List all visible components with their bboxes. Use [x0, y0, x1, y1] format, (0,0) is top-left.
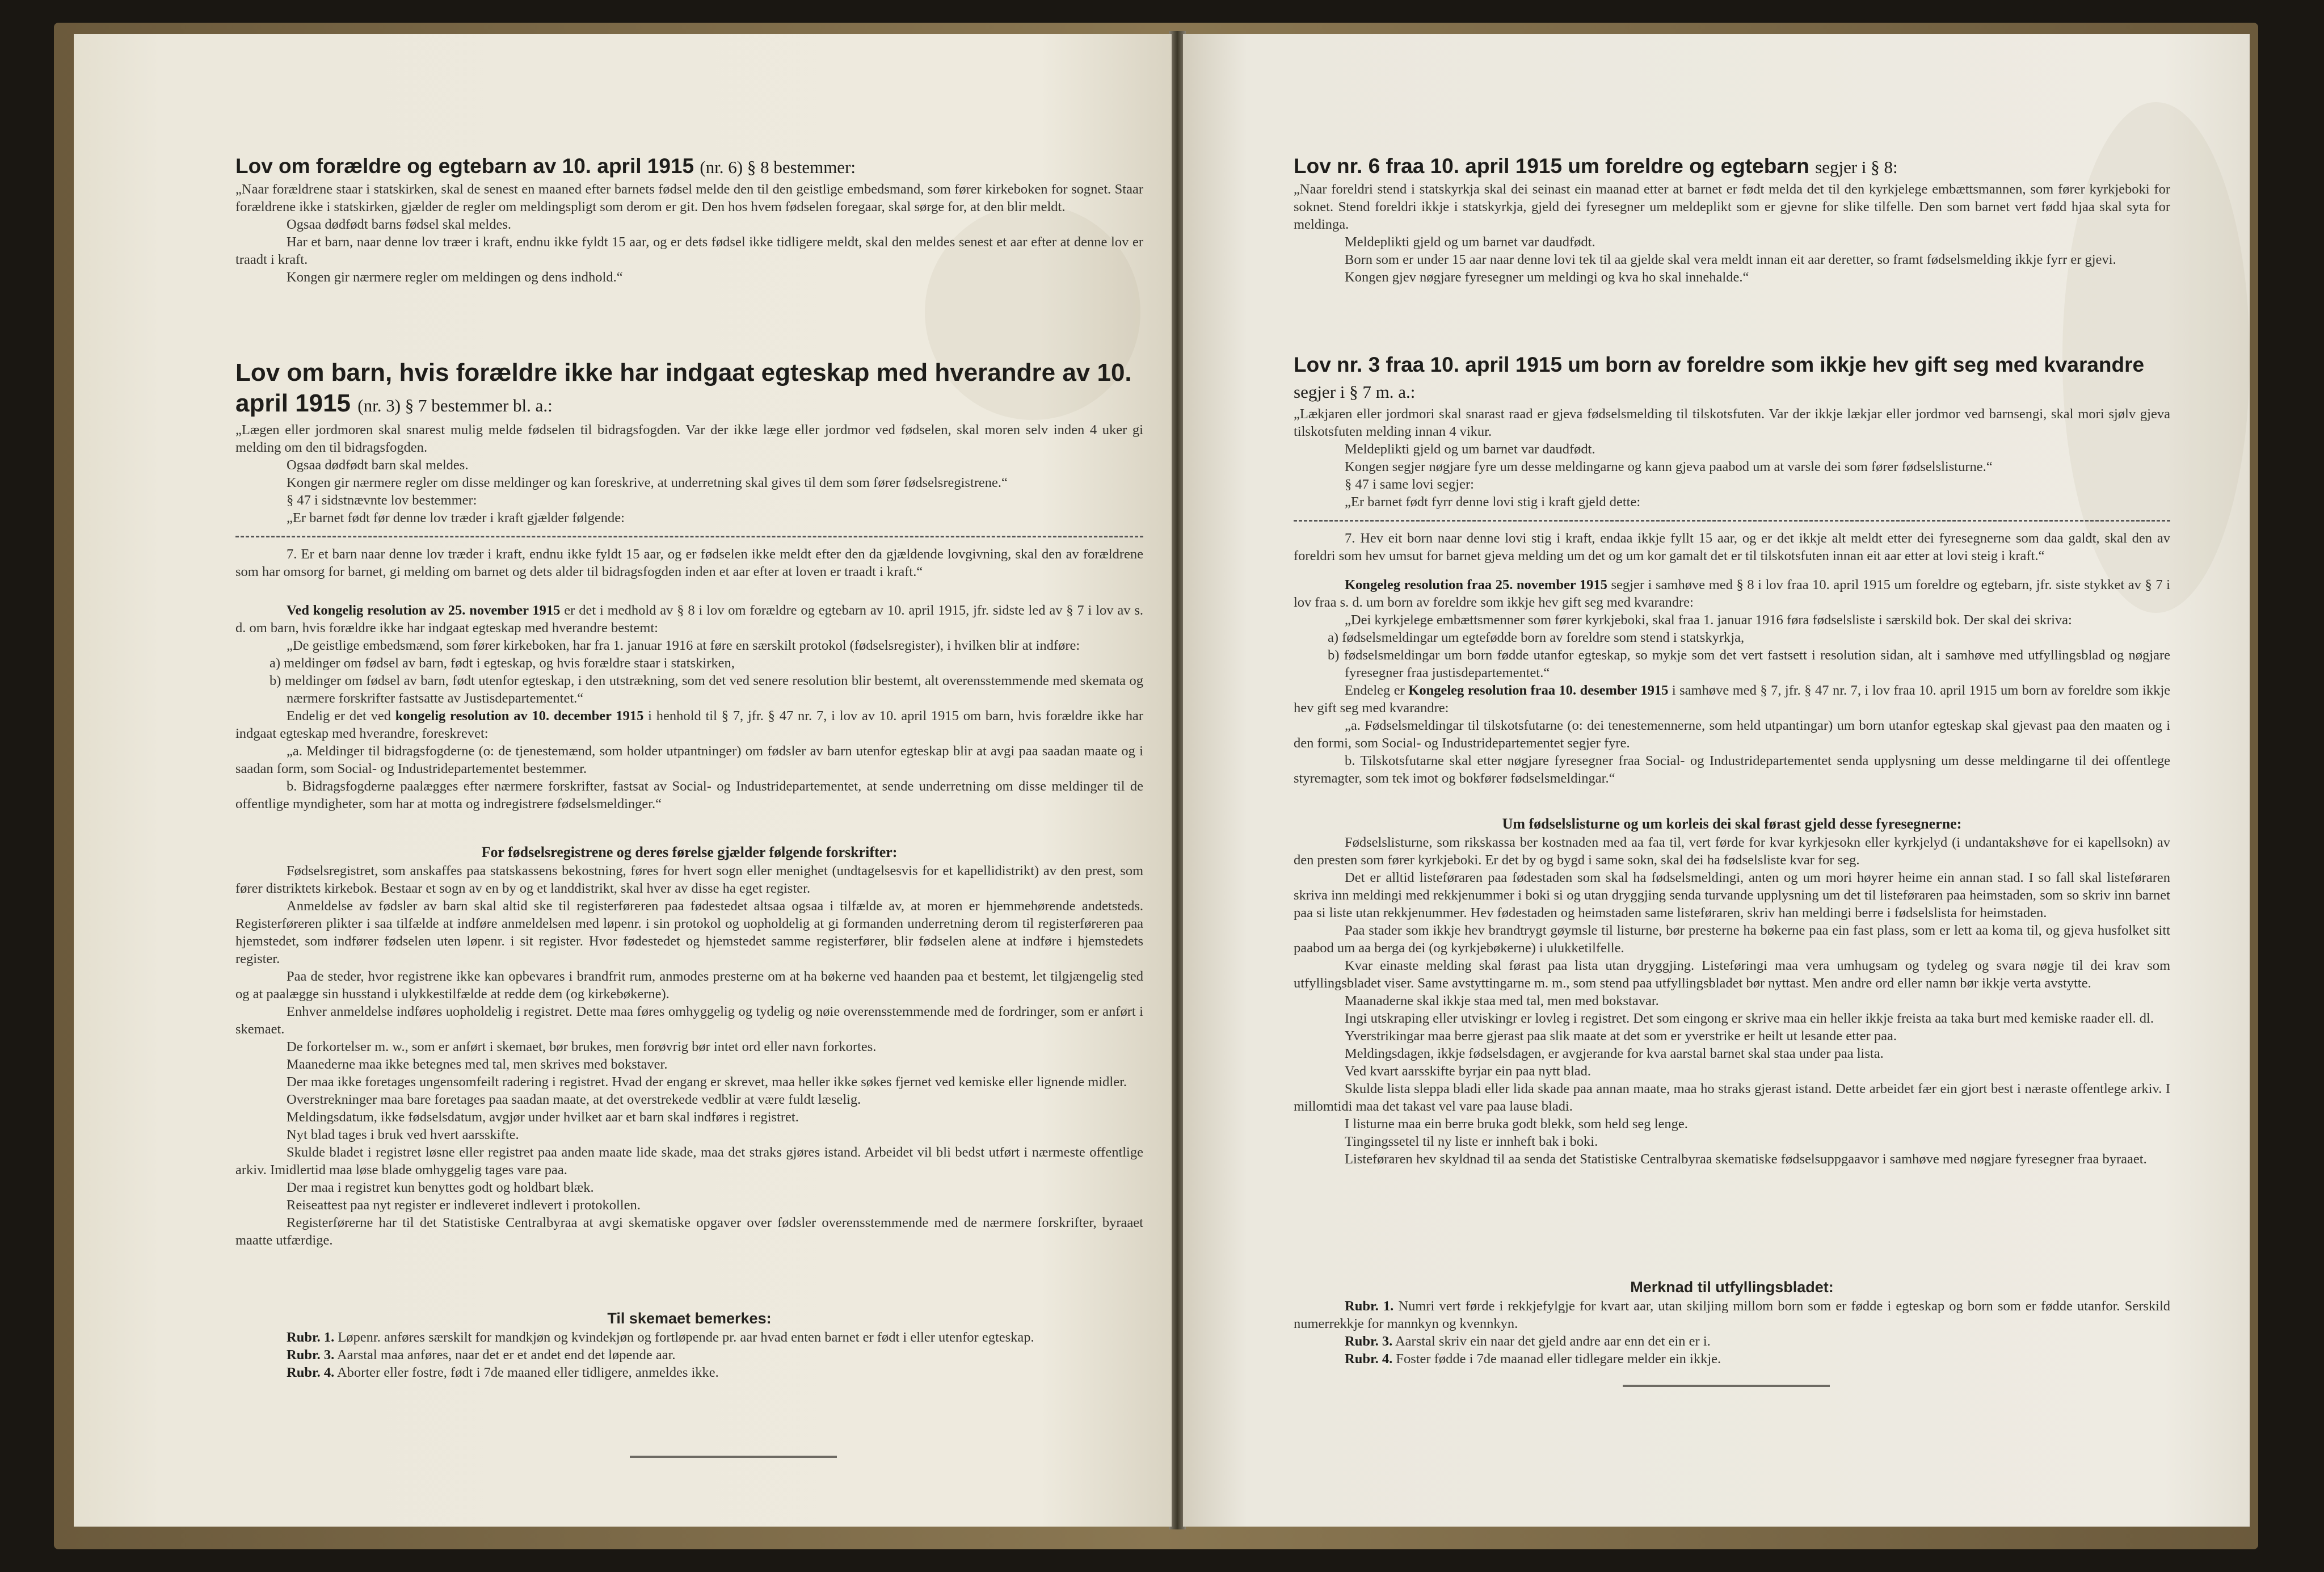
right-s4-paragraph: Meldingsdagen, ikkje fødselsdagen, er avgjerande for kva aarstal barnet skal staa under paa lista. — [1345, 1046, 1884, 1061]
right-s4-paragraph: Listeføraren hev skyldnad til aa senda det Statistiske Centralbyraa skematiske fødselsuppgaavor i samhøve med nøgjare fyresegner fraa byraaet. — [1345, 1151, 2147, 1167]
right-s2-heading: Lov nr. 3 fraa 10. april 1915 um born av foreldre som ikkje hev gift seg med kvarandre segjer i § 7 m. a.: — [1294, 353, 2145, 402]
end-rule — [1623, 1385, 1830, 1387]
left-s4-paragraph: Meldingsdatum, ikke fødselsdatum, avgjør under hvilket aar et barn skal indføres i registret. — [287, 1109, 799, 1125]
right-s4-paragraph: Yverstrikingar maa berre gjerast paa slik maate at det som er yverstrike er heilt ut lesande etter paa. — [1345, 1028, 1897, 1044]
right-s4-paragraph: Kvar einaste melding skal førast paa lista utan dryggjing. Listeføringi maa vera umhugsam og tydeleg og svara nøgje til dei krav som utfyllingsbladet viser. Same avstyttingarne m. m., som stend paa utfyllingsbladet bør nyttast. Men andre ord eller namn bør ikkje verta avstytte. — [1294, 958, 2170, 991]
right-s5-rubric: Rubr. 1. Numri vert førde i rekkjefylgje for kvart aar, utan skiljing millom born som er fødde i egteskap og born som er fødde utanfor. Serskild numerrekkje for mannkyn og kvennkyn. — [1294, 1298, 2170, 1331]
left-s1-paragraph: Har et barn, naar denne lov træer i kraft, endnu ikke fyldt 15 aar, og er dets fødsel ikke tidligere meldt, skal den meldes senest et aar efter at denne lov er traadt i kraft. — [235, 234, 1143, 267]
left-s2-paragraph: 7. Er et barn naar denne lov træder i kraft, endnu ikke fyldt 15 aar, og er fødselen ikke meldt efter den da gjældende lovgivning, skal den av forældrene som har omsorg for barnet, gi melding om barnet og dets alder til bidragsfogden inden et aar efter at loven er traadt i kraft.“ — [235, 547, 1143, 579]
right-s2-paragraph: § 47 i same lovi segjer: — [1345, 477, 1474, 492]
right-s3-paragraph: b. Tilskotsfutarne skal etter nøgjare fyresegner fraa Social- og Industridepartementet senda upplysning um desse meldingarne til dei offentlege styremagter, som tek imot og bokfører fødselsmeldingar.“ — [1294, 753, 2170, 786]
dashed-separator — [235, 536, 1143, 537]
left-s3-paragraph: Endelig er det ved kongelig resolution av 10. december 1915 i henhold til § 7, jfr. § 47 nr. 7, i lov av 10. april 1915 om barn, hvis forældre ikke har indgaat egteskap med hverandre, foreskrevet: — [235, 708, 1144, 741]
left-s4-paragraph: Nyt blad tages i bruk ved hvert aarsskifte. — [287, 1127, 519, 1142]
left-s5-rubric: Rubr. 4. Aborter eller fostre, født i 7de maaned eller tidligere, anmeldes ikke. — [287, 1365, 719, 1380]
right-section-1 — [1294, 153, 2170, 286]
left-s2-paragraph: Kongen gir nærmere regler om disse meldinger og kan foreskrive, at underretning skal gives til dem som fører fødselsregistrene.“ — [287, 475, 1008, 490]
right-s2-paragraph: „Er barnet født fyrr denne lovi stig i kraft gjeld dette: — [1345, 494, 1641, 510]
left-section-5 — [235, 1308, 1143, 1381]
left-s2-heading: Lov om barn, hvis forældre ikke har indgaat egteskap med hverandre av 10. april 1915 (nr. 3) § 7 bestemmer bl. a.: — [235, 359, 1132, 417]
left-s1-paragraph: „Naar forældrene staar i statskirken, skal de senest en maaned efter barnets fødsel melde den til den geistlige embedsmand, som fører kirkeboken for sognet. Staar forældrene ikke i statskirken, gjælder de regler om meldingspligt som derom er git. Den hos hvem fødselen foregaar, skal sørge for, at den blir meldt. — [235, 182, 1143, 215]
right-section-5 — [1294, 1277, 2170, 1368]
right-section-2 — [1294, 352, 2170, 565]
right-section-4 — [1294, 814, 2170, 1168]
left-section-1 — [235, 153, 1143, 286]
left-s3-paragraph: „a. Meldinger til bidragsfogderne (o: de tjenestemænd, som holder utpantninger) om fødsler av barn utenfor egteskap blir at avgi paa saadan maate og i saadan form, som Social- og Industridepartementet bestemmer. — [235, 743, 1143, 776]
right-s5-heading: Merknad til utfyllingsbladet: — [1630, 1279, 1834, 1296]
right-s5-rubric: Rubr. 4. Foster fødde i 7de maanad eller tidlegare melder ein ikkje. — [1345, 1351, 1721, 1367]
right-s3-paragraph: Kongeleg resolution fraa 25. november 1915 segjer i samhøve med § 8 i lov fraa 10. april 1915 um foreldre og egtebarn, jfr. siste stykket av § 7 i lov fraa s. d. um born av foreldre som ikkje hev gift seg med kvarandre: — [1294, 577, 2170, 610]
dashed-separator — [1294, 520, 2170, 522]
right-s4-paragraph: Det er alltid listeføraren paa fødestaden som skal ha fødselsmeldingi, anten og um mori høyrer heime ein annan stad. I so fall skal listeføraren skriva inn meldingi med rekkjenummer i boki si og utan dryggjing senda turvande upplysning um det til listeføraren paa heimstaden, som so skriv inn barnet paa si liste utan rekkjenummer. Hev fødestaden og heimstaden same listeføraren, skriv han meldingi berre i fødselslista for heimstaden. — [1294, 870, 2170, 920]
left-page — [74, 34, 1172, 1527]
left-s2-paragraph: § 47 i sidstnævnte lov bestemmer: — [287, 493, 477, 508]
right-s1-paragraph: Born som er under 15 aar naar denne lovi tek til aa gjelde skal vera meldt innan eit aar deretter, so framt fødselsmelding ikkje fyrr er gjevi. — [1345, 252, 2116, 267]
right-s4-paragraph: I listurne maa ein berre bruka godt blekk, som held seg lenge. — [1345, 1116, 1688, 1132]
right-s4-paragraph: Ved kvart aarsskifte byrjar ein paa nytt blad. — [1345, 1064, 1592, 1079]
right-s3-item-b: b) fødselsmeldingar um born fødde utanfor egteskap, so mykje som det vert fastsett i resolution sidan, alt i samhøve med utfyllingsblad og nøgjare fyresegner fraa justisdepartementet.“ — [1328, 648, 2170, 680]
left-s4-paragraph: Reiseattest paa nyt register er indleveret indlevert i protokollen. — [287, 1197, 641, 1213]
left-s2-paragraph: Ogsaa dødfødt barn skal meldes. — [287, 457, 469, 473]
left-s5-rubric: Rubr. 3. Aarstal maa anføres, naar det er et andet end det løpende aar. — [287, 1347, 676, 1363]
right-s3-paragraph: „a. Fødselsmeldingar til tilskotsfutarne (o: dei tenestemennerne, som held utpantingar) um born utanfor egteskap skal gjevast paa den maaten og i den formi, som Social- og Industridepartementet segjer fyre. — [1294, 718, 2170, 751]
left-section-2 — [235, 358, 1143, 581]
left-section-3 — [235, 602, 1143, 813]
right-s4-paragraph: Tingingssetel til ny liste er innheft bak i boki. — [1345, 1134, 1598, 1149]
left-s3-item-b: b) meldinger om fødsel av barn, født utenfor egteskap, i den utstrækning, som det ved senere resolution blir bestemt, alt overensstemmende med skemata og nærmere forskrifter fastsatte av Justisdepartementet.“ — [270, 673, 1143, 706]
left-s3-paragraph: Ved kongelig resolution av 25. november 1915 er det i medhold av § 8 i lov om forældre og egtebarn av 10. april 1915, jfr. sidste led av § 7 i lov av s. d. om barn, hvis forældre ikke har indgaat egteskap med hverandre bestemt: — [235, 603, 1144, 636]
left-s4-paragraph: Enhver anmeldelse indføres uopholdelig i registret. Dette maa føres omhyggelig og tydelig og nøie overensstemmende med de fordringer, som er anført i skemaet. — [235, 1004, 1143, 1037]
left-s4-heading: For fødselsregistrene og deres førelse gjælder følgende forskrifter: — [481, 844, 898, 860]
right-s4-paragraph: Ingi utskraping eller utviskingr er lovleg i registret. Det som eingong er skrive maa ein heller ikkje freista aa taka burt med kemiske raader ell. dl. — [1345, 1011, 2154, 1026]
right-s2-paragraph: Kongen segjer nøgjare fyre um desse meldingarne og kann gjeva paabod um at varsle dei som fører fødselslisturne.“ — [1345, 459, 1993, 474]
right-s4-heading: Um fødselslisturne og um korleis dei skal førast gjeld desse fyresegnerne: — [1502, 816, 1962, 832]
right-s4-paragraph: Fødselslisturne, som rikskassa ber kostnaden med aa faa til, vert førde for kvar kyrkjesokn eller kyrkjelyd (i undantakshøve for ei kapellsokn) av den presten som fører kyrkjeboki. Er det by og bygd i same sokn, skal dei ha fødselsliste kvar for seg. — [1294, 835, 2170, 868]
right-s1-heading: Lov nr. 6 fraa 10. april 1915 um foreldre og egtebarn segjer i § 8: — [1294, 154, 1898, 178]
right-s1-paragraph: „Naar foreldri stend i statskyrkja skal dei seinast ein maanad etter at barnet er født melda det til den kyrkjelege embættsmannen, som fører kyrkjeboki for soknet. Stend foreldri ikkje i statskyrkja, gjeld dei fyresegner um meldeplikt som er gjevne for slike tilfelle. Den som barnet vert fødd hjaa skal syta for meldinga. — [1294, 182, 2170, 232]
right-s4-paragraph: Maanaderne skal ikkje staa med tal, men med bokstavar. — [1345, 993, 1659, 1008]
right-s4-paragraph: Skulde lista sleppa bladi eller lida skade paa annan maate, maa ho straks gjerast istand. Dette arbeidet fær ein gjort best i næraste offentlege arkiv. I millomtidi maa det takast vel vare paa lause bladi. — [1294, 1081, 2170, 1114]
left-s5-heading: Til skemaet bemerkes: — [607, 1310, 772, 1327]
left-s4-paragraph: De forkortelser m. w., som er anført i skemaet, bør brukes, men forøvrig bør intet ord eller navn forkortes. — [287, 1039, 877, 1054]
left-s4-paragraph: Paa de steder, hvor registrene ikke kan opbevares i brandfrit rum, anmodes presterne om at ha bøkerne ved haanden paa et bestemt, let tilgjængelig sted og at paalægge sin husstand i ulykkestilfælde at redde dem (og kirkebøkerne). — [235, 969, 1143, 1002]
left-s4-paragraph: Der maa i registret kun benyttes godt og holdbart blæk. — [287, 1180, 594, 1195]
right-s1-paragraph: Meldeplikti gjeld og um barnet var daudfødt. — [1345, 234, 1595, 250]
left-s3-paragraph: b. Bidragsfogderne paalægges efter nærmere forskrifter, fastsat av Social- og Industridepartementet, at sende underretning om disse meldinger til de offentlige myndigheter, som har at motta og indregistrere fødselsmeldinger.“ — [235, 779, 1143, 812]
right-s3-paragraph: Endeleg er Kongeleg resolution fraa 10. desember 1915 i samhøve med § 7, jfr. § 47 nr. 7, i lov fraa 10. april 1915 um born av foreldre som ikkje hev gift seg med kvarandre: — [1294, 683, 2171, 716]
left-s4-paragraph: Fødselsregistret, som anskaffes paa statskassens bekostning, føres for hvert sogn eller menighet (undtagelsesvis for et kapellidistrikt) av den prest, som fører distriktets kirkebok. Bestaar et sogn av en by og et landdistrikt, skal hver av disse ha eget register. — [235, 863, 1143, 896]
left-s3-item-a: a) meldinger om fødsel av barn, født i egteskap, og hvis forældre staar i statskirken, — [270, 655, 735, 671]
right-section-3 — [1294, 576, 2170, 787]
left-s5-rubric: Rubr. 1. Løpenr. anføres særskilt for mandkjøn og kvindekjøn og fortløpende pr. aar hvad enten barnet er født i eller utenfor egteskap. — [287, 1330, 1034, 1345]
left-s3-paragraph: „De geistlige embedsmænd, som fører kirkeboken, har fra 1. januar 1916 at føre en særskilt protokol (fødselsregister), i hvilken blir at indføre: — [287, 638, 1080, 653]
right-s2-paragraph: 7. Hev eit born naar denne lovi stig i kraft, endaa ikkje fyllt 15 aar, og er det ikkje alt meldt etter dei fyresegnerne som daa galdt, skal den av foreldri som hev umsut for barnet gjeva melding um det og um kor gamalt det er til tilskotsfuten innan eit aar etter at lovi steig i kraft.“ — [1294, 531, 2170, 564]
right-s3-item-a: a) fødselsmeldingar um egtefødde born av foreldre som stend i statskyrkja, — [1328, 630, 1745, 645]
left-section-4 — [235, 843, 1143, 1249]
end-rule — [630, 1456, 837, 1458]
left-s2-paragraph: „Lægen eller jordmoren skal snarest mulig melde fødselen til bidragsfogden. Var der ikke læge eller jordmor ved fødselen, skal moren selv inden 4 uker gi melding om den til bidragsfogden. — [235, 422, 1143, 455]
left-s1-paragraph: Kongen gir nærmere regler om meldingen og dens indhold.“ — [287, 270, 623, 285]
left-s4-paragraph: Overstrekninger maa bare foretages paa saadan maate, at det overstrekede vedblir at være fuldt læselig. — [287, 1092, 861, 1107]
right-s5-rubric: Rubr. 3. Aarstal skriv ein naar det gjeld andre aar enn det ein er i. — [1345, 1334, 1711, 1349]
left-s2-paragraph: „Er barnet født før denne lov træder i kraft gjælder følgende: — [287, 510, 625, 526]
left-s4-paragraph: Maanederne maa ikke betegnes med tal, men skrives med bokstaver. — [287, 1057, 668, 1072]
left-s4-paragraph: Der maa ikke foretages ungensomfeilt radering i registret. Hvad der engang er skrevet, maa heller ikke søkes fjernet ved kemiske eller lignende midler. — [287, 1074, 1127, 1090]
left-s4-paragraph: Registerførerne har til det Statistiske Centralbyraa at avgi skematiske opgaver over fødsler overensstemmende med de nærmere forskrifter, byraaet maatte utfærdige. — [235, 1215, 1143, 1248]
left-s4-paragraph: Anmeldelse av fødsler av barn skal altid ske til registerføreren paa fødestedet altsaa ogsaa i tilfælde av, at moren er hjemmehørende andetsteds. Registerføreren plikter i saa tilfælde at indføre anmeldelsen med løpenr. i sin protokol og uopholdelig at gi formanden underretning derom til registerføreren paa hjemstedet, som indfører fødselen uten løpenr. i sit register. Hvor fødestedet og hjemstedet samme registerfører, blir fødselen alene at indføre i hjemstedets register. — [235, 898, 1143, 966]
left-s1-paragraph: Ogsaa dødfødt barns fødsel skal meldes. — [287, 217, 511, 232]
right-s3-paragraph: „Dei kyrkjelege embættsmenner som fører kyrkjeboki, skal fraa 1. januar 1916 føra fødselsliste i særskild bok. Der skal dei skriva: — [1345, 612, 2072, 628]
right-s2-paragraph: „Lækjaren eller jordmori skal snarast raad er gjeva fødselsmelding til tilskotsfuten. Var der ikkje lækjar eller jordmor ved barnsengi, skal mori sjølv gjeva tilskotsfuten melding innan 4 vikur. — [1294, 406, 2170, 439]
right-s4-paragraph: Paa stader som ikkje hev brandtrygt gøymsle til listurne, bør presterne ha bøkerne paa ein fast plass, som er lett aa koma til, og gjeva husfolket sitt paabod um aa berga dei (og kyrkjebøkerne) i ulukketilfelle. — [1294, 923, 2170, 956]
left-s1-heading: Lov om forældre og egtebarn av 10. april 1915 (nr. 6) § 8 bestemmer: — [235, 154, 856, 178]
right-s2-paragraph: Meldeplikti gjeld og um barnet var daudfødt. — [1345, 442, 1595, 457]
right-page — [1183, 34, 2250, 1527]
left-s4-paragraph: Skulde bladet i registret løsne eller registret paa anden maate lide skade, maa det straks gjøres istand. Arbeidet vil bli bedst utført i nærmeste offentlige arkiv. Imidlertid maa løse blade omhyggelig tages vare paa. — [235, 1145, 1143, 1178]
right-s1-paragraph: Kongen gjev nøgjare fyresegner um meldingi og kva ho skal innehalde.“ — [1345, 270, 1749, 285]
